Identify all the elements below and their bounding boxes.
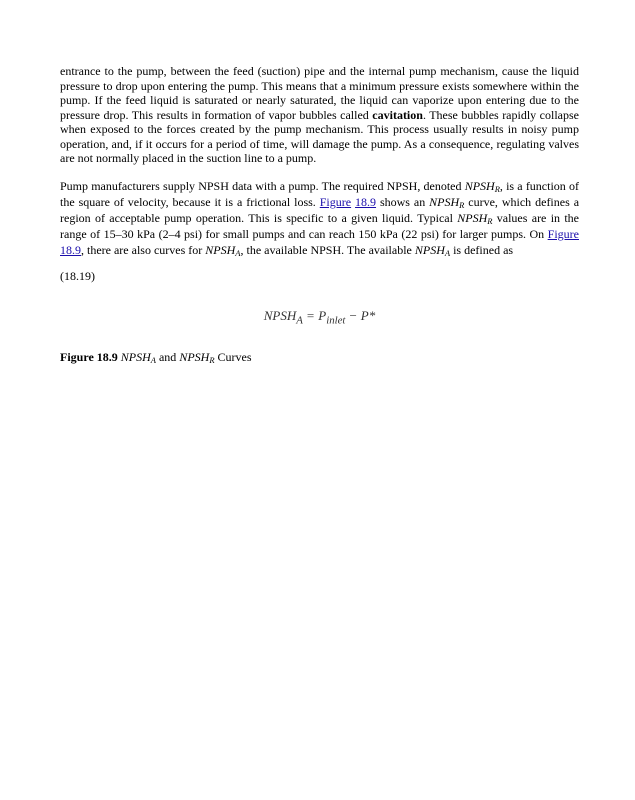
figure-link-number[interactable]: 18.9 [355,194,377,209]
equation-p-star: P* [360,307,376,323]
symbol-npsha [415,243,450,257]
figure-caption [60,350,579,365]
equation-npsha [60,308,579,327]
symbol-npshr [465,179,500,193]
equation-p-inlet [318,307,346,327]
symbol-base: NPSH [464,178,495,193]
symbol-base: NPSH [457,210,488,225]
term-cavitation: cavitation [372,107,423,122]
para1-text-end: . These bubbles rapidly collapse when exposed to the forces created by the pump mechanism. This process usually results in noisy pump operation, and, if it occurs for a period of time, will damage the pump. As a consequence, regulating valves are not normally placed in the suction line to a pump. [60,107,579,165]
symbol-subscript: R [487,215,493,226]
para2-text: curve, which defines a region of acceptable pump operation. This is specific to a given liquid. Typical [60,194,580,225]
symbol-subscript: R [459,199,465,210]
para2-text: , the available NPSH. The available [240,242,415,257]
figure-label: Figure 18.9 [60,350,118,365]
equation-lhs-subscript: A [296,314,303,327]
symbol-npshr [429,195,464,209]
para1-text-start: entrance to the pump, between the feed (suction) pipe and the internal pump mechanism, cause the liquid pressure to drop upon entering the pump. This means that a minimum pressure exists somewhere within the pump. If the feed liquid is saturated or nearly saturated, the liquid can vaporize upon entering due to the pressure drop. This results in formation of vapor bubbles called [60,64,579,122]
symbol-subscript: A [235,247,241,258]
equation-p-subscript: inlet [326,314,346,327]
document-page [60,64,579,365]
symbol-subscript: R [494,183,500,194]
para2-text: , is a function of the square of velocity, because it is a frictional loss. [60,178,579,209]
minus-sign: − [349,307,357,323]
para2-text: is defined as [450,242,514,257]
symbol-base: NPSH [429,194,460,209]
symbol-base: NPSH [120,350,151,365]
caption-tail: Curves [214,350,252,365]
para2-text: , there are also curves for [81,242,206,257]
equation-lhs-base: NPSH [263,307,297,323]
equation-p-base: P [318,307,327,323]
figure-link-word[interactable]: Figure [547,226,579,241]
symbol-npsha [205,243,240,257]
equation-number: (18.19) [60,268,95,283]
equation-lhs [263,307,303,327]
paragraph-npsh [60,178,579,258]
para2-text: Pump manufacturers supply NPSH data with a pump. The required NPSH, denoted [60,178,465,193]
symbol-subscript: A [444,247,451,258]
para2-text: shows an [376,194,430,209]
symbol-base: NPSH [414,242,445,257]
caption-symbol-npsha [121,350,156,364]
caption-and: and [155,350,180,365]
symbol-base: NPSH [205,242,236,257]
figure-link-number[interactable]: 18.9 [60,242,81,257]
figure-link-word[interactable]: Figure [319,194,352,209]
paragraph-cavitation [60,64,579,166]
equals-sign: = [306,307,315,323]
para2-text: values are in the range of 15–30 kPa (2–4 psi) for small pumps and can reach 150 kPa (22 psi) for larger pumps. On [60,210,579,241]
symbol-subscript: A [150,355,156,366]
caption-symbol-npshr [179,350,214,364]
symbol-npshr [457,211,492,225]
symbol-base: NPSH [179,350,210,365]
symbol-subscript: R [209,355,215,366]
